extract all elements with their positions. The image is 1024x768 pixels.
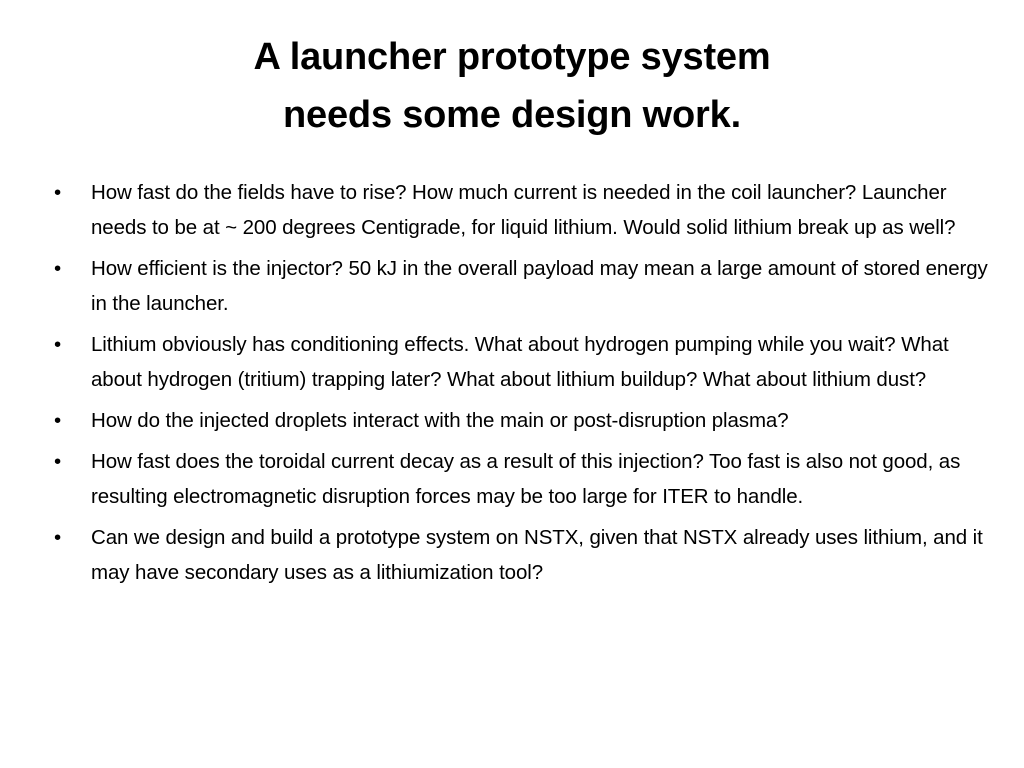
- bullet-text: How fast does the toroidal current decay as a result of this injection? Too fast is also not good, as resulting electromagnetic disruption forces may be too large for ITER to handle.: [91, 450, 961, 508]
- bullet-text: How do the injected droplets interact with the main or post-disruption plasma?: [91, 409, 789, 432]
- slide-title: [60, 28, 964, 144]
- bullet-text: Lithium obviously has conditioning effects. What about hydrogen pumping while you wait? What about hydrogen (tritium) trapping later? What about lithium buildup? What about lithium dust?: [91, 333, 949, 391]
- bullet-item: [54, 403, 998, 438]
- bullet-item: [54, 327, 998, 397]
- bullet-item: [54, 251, 998, 321]
- bullet-dot-icon: •: [54, 333, 62, 356]
- bullet-dot-icon: •: [54, 257, 62, 280]
- bullet-dot-icon: •: [54, 526, 62, 549]
- bullet-list: [54, 175, 998, 596]
- bullet-item: [54, 444, 998, 514]
- slide-title-line-1: A launcher prototype system: [253, 36, 771, 78]
- bullet-text: How efficient is the injector? 50 kJ in the overall payload may mean a large amount of stored energy in the launcher.: [91, 257, 988, 315]
- bullet-dot-icon: •: [54, 450, 62, 473]
- bullet-dot-icon: •: [54, 181, 62, 204]
- bullet-item: [54, 520, 998, 590]
- bullet-text: Can we design and build a prototype system on NSTX, given that NSTX already uses lithium, and it may have secondary uses as a lithiumization tool?: [91, 526, 983, 584]
- slide-title-line-2: needs some design work.: [283, 94, 741, 136]
- bullet-item: [54, 175, 998, 245]
- bullet-text: How fast do the fields have to rise? How much current is needed in the coil launcher? Launcher needs to be at ~ 200 degrees Centigrade, for liquid lithium. Would solid lithium break up as well?: [91, 181, 956, 239]
- bullet-dot-icon: •: [54, 409, 62, 432]
